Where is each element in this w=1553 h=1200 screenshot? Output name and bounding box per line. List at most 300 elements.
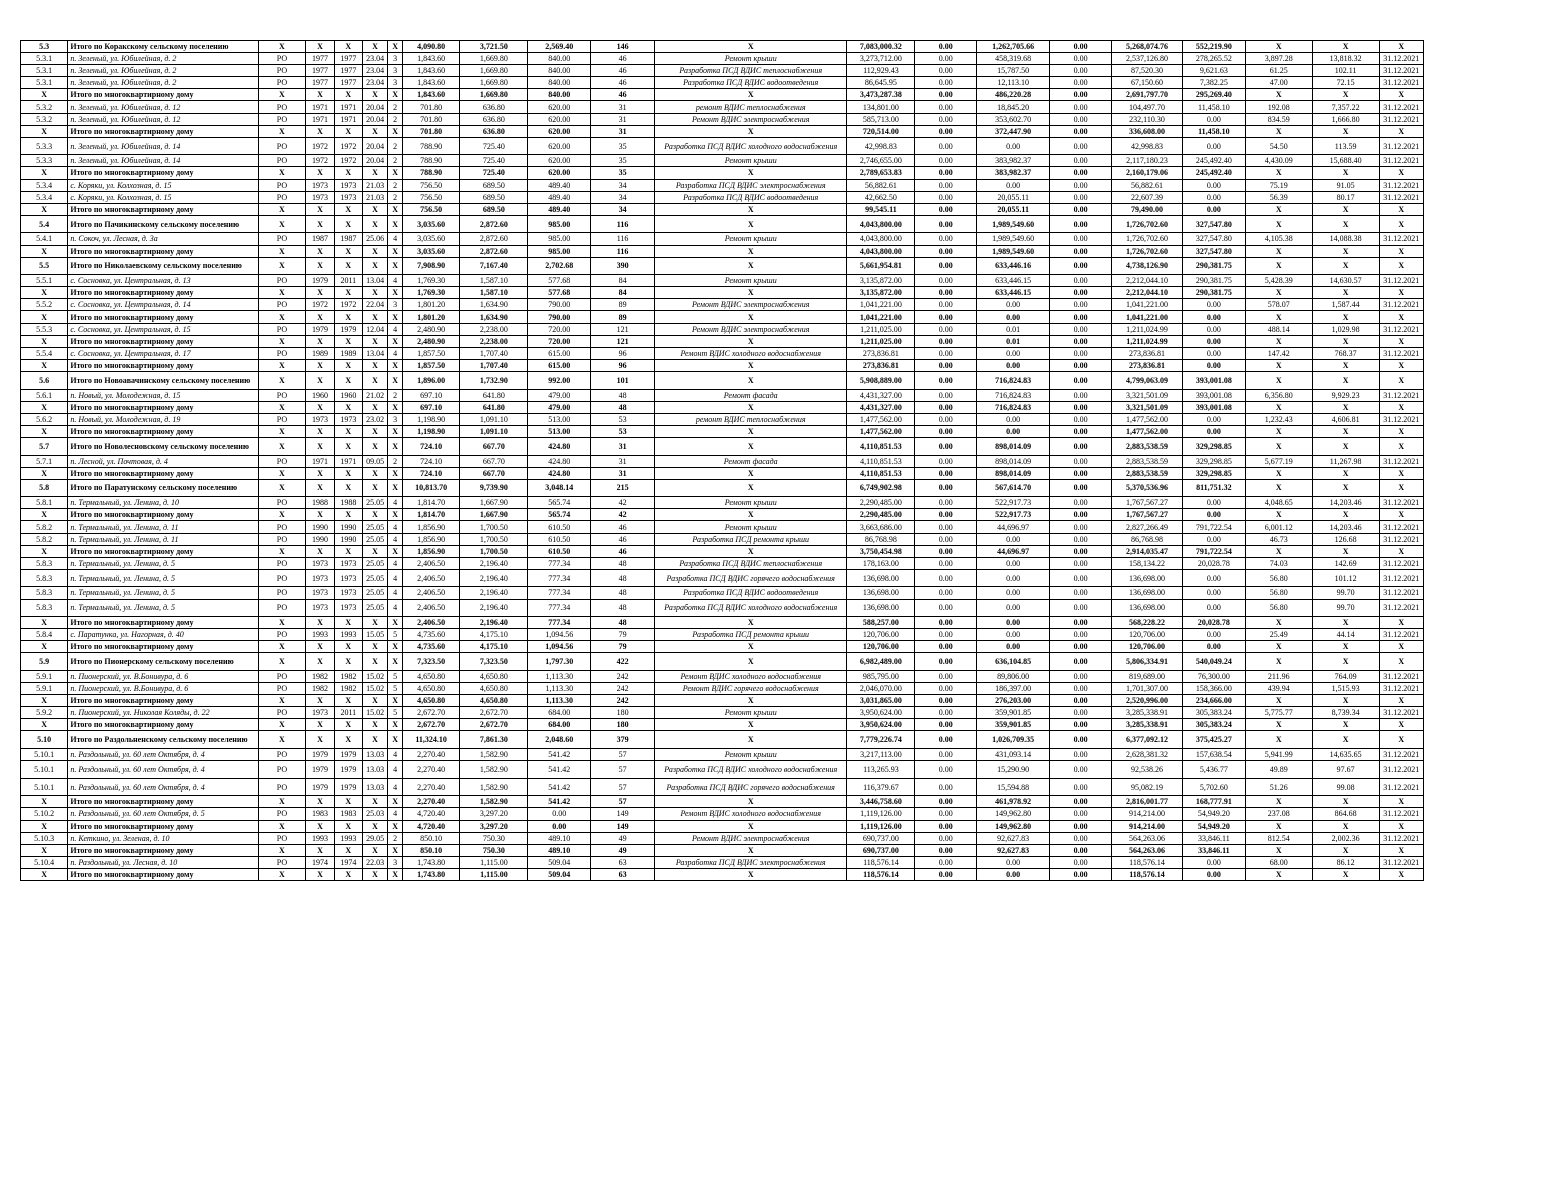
table-cell: 701.80 [402,125,460,137]
table-cell: 2 [388,113,402,125]
table-cell: 2,872.60 [460,245,528,257]
table-cell: 5.5 [21,257,68,275]
table-cell: 0.00 [915,587,977,599]
table-cell: 1983 [334,808,362,820]
table-cell: 89 [591,311,655,323]
table-cell: 564,263.06 [1111,832,1182,844]
table-cell: 1,743.80 [402,868,460,880]
table-total-row [21,425,1424,437]
table-cell: 0.00 [1050,323,1112,335]
table-total-row [21,731,1424,749]
table-row [21,137,1424,155]
table-cell: 31.12.2021 [1379,832,1423,844]
table-cell: 35 [591,155,655,167]
table-cell: X [334,653,362,671]
table-cell: 0.00 [915,437,977,455]
table-cell: Ремонт ВДИС горячего водоснабжения [654,683,846,695]
table-cell: РО [258,137,305,155]
table-cell: 1993 [334,832,362,844]
table-cell: X [21,467,68,479]
table-cell: 1,814.70 [402,509,460,521]
table-cell: 1988 [306,497,335,509]
table-cell: 234,666.00 [1182,695,1245,707]
table-cell: 2,406.50 [402,557,460,569]
table-cell: 0.00 [1182,509,1245,521]
table-cell: X [388,41,402,53]
table-cell: 136,698.00 [1111,587,1182,599]
table-cell: 168,777.91 [1182,796,1245,808]
table-cell: п. Термальный, ул. Ленина, д. 5 [68,587,258,599]
table-cell: 53 [591,425,655,437]
table-cell: 5.6 [21,371,68,389]
table-cell: 0.00 [915,569,977,587]
table-cell: п. Зеленый, ул. Юбилейная, д. 2 [68,65,258,77]
table-cell: X [334,257,362,275]
table-cell: 750.30 [460,832,528,844]
table-cell: X [1379,796,1423,808]
table-cell: 0.00 [977,533,1050,545]
table-cell: 31.12.2021 [1379,761,1423,779]
table-cell: 1982 [334,671,362,683]
table-cell: X [1379,245,1423,257]
table-cell: 0.00 [915,844,977,856]
table-cell: Итого по Коракскому сельскому поселению [68,41,258,53]
table-cell: 276,203.00 [977,695,1050,707]
table-cell: 31.12.2021 [1379,275,1423,287]
table-cell: X [1379,215,1423,233]
table-cell: X [1379,820,1423,832]
table-cell: 5,702.60 [1182,778,1245,796]
table-cell: 2,672.70 [460,707,528,719]
table-total-row [21,467,1424,479]
table-cell: 13.04 [362,275,388,287]
table-cell: 5,428.39 [1245,275,1312,287]
table-cell: 585,713.00 [847,113,915,125]
table-cell: X [1245,371,1312,389]
table-cell: X [362,257,388,275]
table-cell: X [362,844,388,856]
table-cell: 86,645.95 [847,77,915,89]
table-cell: 1,667.90 [460,509,528,521]
table-cell: 0.00 [1050,545,1112,557]
table-cell: X [654,796,846,808]
table-cell: X [334,467,362,479]
table-cell: X [1379,257,1423,275]
table-cell: 0.00 [915,323,977,335]
table-cell: X [388,245,402,257]
table-cell: 2 [388,137,402,155]
table-cell: РО [258,856,305,868]
table-cell: Разработка ПСД ВДИС водоотведения [654,587,846,599]
table-row [21,808,1424,820]
table-cell: 305,383.24 [1182,707,1245,719]
table-cell: 3,950,624.00 [847,707,915,719]
table-cell: 5,806,334.91 [1111,653,1182,671]
table-cell: 5.3.1 [21,77,68,89]
table-cell: 278,265.52 [1182,53,1245,65]
table-cell: Разработка ПСД ВДИС холодного водоснабжения [654,137,846,155]
table-cell: 31.12.2021 [1379,137,1423,155]
table-cell: 242 [591,671,655,683]
table-cell: X [1312,796,1379,808]
table-cell: РО [258,455,305,467]
table-cell: с. Сосновка, ул. Центральная, д. 15 [68,323,258,335]
table-cell: 147.42 [1245,347,1312,359]
table-cell: 13.04 [362,347,388,359]
table-cell: 697.10 [402,401,460,413]
table-cell: X [362,467,388,479]
table-cell: 0.00 [977,347,1050,359]
table-cell: 5 [388,707,402,719]
table-cell: 0.00 [977,856,1050,868]
table-cell: 359,901.85 [977,719,1050,731]
table-cell: РО [258,299,305,311]
table-cell: 390 [591,257,655,275]
table-cell: 10,813.70 [402,479,460,497]
table-cell: X [654,401,846,413]
table-cell: 35 [591,167,655,179]
table-cell: 237.08 [1245,808,1312,820]
table-cell: X [388,731,402,749]
table-cell: 4,043,800.00 [847,233,915,245]
table-cell: 1960 [334,389,362,401]
table-cell: 0.00 [915,233,977,245]
table-cell: 4,175.10 [460,641,528,653]
table-cell: 0.00 [1050,719,1112,731]
table-cell: 1973 [306,191,335,203]
table-cell: 31.12.2021 [1379,683,1423,695]
table-cell: X [334,641,362,653]
table-cell: 424.80 [528,455,591,467]
table-cell: 0.00 [1050,778,1112,796]
table-cell: Ремонт ВДИС холодного водоснабжения [654,808,846,820]
table-cell: 0.00 [1050,191,1112,203]
table-cell: 0.00 [915,868,977,880]
table-cell: 33,846.11 [1182,844,1245,856]
table-cell: X [306,437,335,455]
table-cell: 3 [388,299,402,311]
table-cell: X [306,89,335,101]
table-cell: 0.00 [1050,868,1112,880]
table-cell: п. Термальный, ул. Ленина, д. 10 [68,497,258,509]
table-cell: 2,672.70 [460,719,528,731]
table-cell: 0.00 [915,167,977,179]
table-cell: X [1379,425,1423,437]
table-cell: 290,381.75 [1182,287,1245,299]
table-cell: 1990 [334,521,362,533]
table-cell: 3 [388,77,402,89]
table-cell: 5.3.4 [21,191,68,203]
table-cell: 15,688.40 [1312,155,1379,167]
table-cell: 667.70 [460,455,528,467]
table-cell: 48 [591,587,655,599]
table-cell: 0.00 [1050,599,1112,617]
table-cell: 2 [388,179,402,191]
table-cell: 5.9.2 [21,707,68,719]
table-cell: 31.12.2021 [1379,778,1423,796]
table-cell: 0.00 [1050,275,1112,287]
table-cell: 15,594.88 [977,778,1050,796]
table-cell: X [362,509,388,521]
table-cell: 49 [591,844,655,856]
table-cell: X [21,203,68,215]
table-cell: X [388,401,402,413]
table-cell: 1973 [334,599,362,617]
table-cell: 2,883,538.59 [1111,467,1182,479]
table-row [21,856,1424,868]
table-cell: 295,269.40 [1182,89,1245,101]
table-cell: X [258,311,305,323]
table-cell: 5.7.1 [21,455,68,467]
table-cell: 716,824.83 [977,401,1050,413]
table-cell: 5.7 [21,437,68,455]
table-cell: 0.00 [1050,203,1112,215]
table-cell: 985,795.00 [847,671,915,683]
table-cell: X [654,167,846,179]
table-cell: п. Новый, ул. Молодежная, д. 19 [68,413,258,425]
table-cell: 2,914,035.47 [1111,545,1182,557]
table-cell: X [334,425,362,437]
table-cell: 2,196.40 [460,557,528,569]
table-cell: 5.3.2 [21,101,68,113]
table-cell: 0.00 [528,808,591,820]
table-cell: 0.00 [1050,671,1112,683]
table-cell: X [362,335,388,347]
table-cell: 29.05 [362,832,388,844]
table-cell: X [1312,731,1379,749]
table-cell: 2,872.60 [460,215,528,233]
table-cell: 09.05 [362,455,388,467]
table-cell: 1,113.30 [528,695,591,707]
table-cell: 422 [591,653,655,671]
table-cell: 1,767,567.27 [1111,497,1182,509]
table-cell: X [362,641,388,653]
table-cell: 1,587.10 [460,275,528,287]
table-total-row [21,509,1424,521]
table-cell: 11,267.98 [1312,455,1379,467]
table-cell: X [1312,545,1379,557]
table-cell: 0.00 [915,275,977,287]
table-cell: 0.00 [1050,371,1112,389]
table-cell: 0.00 [1050,479,1112,497]
table-row [21,389,1424,401]
table-cell: 1973 [334,179,362,191]
table-cell: 0.00 [915,820,977,832]
table-cell: X [388,467,402,479]
table-cell: 4,738,126.90 [1111,257,1182,275]
table-cell: 53 [591,413,655,425]
table-total-row [21,215,1424,233]
table-cell: 1979 [334,778,362,796]
table-cell: 985.00 [528,233,591,245]
table-cell: 0.00 [1050,389,1112,401]
table-cell: 25.05 [362,521,388,533]
table-cell: Разработка ПСД ВДИС горячего водоснабжения [654,569,846,587]
table-cell: 0.00 [915,299,977,311]
table-cell: 0.00 [1050,707,1112,719]
table-cell: 31.12.2021 [1379,587,1423,599]
table-cell: 458,319.68 [977,53,1050,65]
table-cell: 0.00 [915,359,977,371]
table-cell: X [654,868,846,880]
table-cell: 0.00 [915,413,977,425]
table-cell: 4,431,327.00 [847,389,915,401]
table-cell: 149,962.80 [977,808,1050,820]
table-cell: 633,446.15 [977,275,1050,287]
table-cell: 1974 [334,856,362,868]
table-cell: 2,520,996.00 [1111,695,1182,707]
table-cell: 84 [591,275,655,287]
table-cell: 0.00 [977,617,1050,629]
table-cell: 552,219.90 [1182,41,1245,53]
table-cell: 2,816,001.77 [1111,796,1182,808]
table-cell: 489.10 [528,844,591,856]
table-cell: 3 [388,65,402,77]
table-cell: X [654,437,846,455]
table-cell: X [362,245,388,257]
table-cell: 1,211,025.00 [847,335,915,347]
table-cell: X [334,820,362,832]
table-cell: 756.50 [402,179,460,191]
table-cell: 4 [388,497,402,509]
table-cell: 116 [591,245,655,257]
table-cell: 0.00 [1050,215,1112,233]
table-cell: 48 [591,557,655,569]
table-cell: 2,789,653.83 [847,167,915,179]
table-cell: 541.42 [528,778,591,796]
table-cell: 74.03 [1245,557,1312,569]
table-cell: X [1379,203,1423,215]
table-cell: 4 [388,808,402,820]
table-cell: 1,262,705.66 [977,41,1050,53]
table-cell: X [1379,641,1423,653]
table-cell: 44.14 [1312,629,1379,641]
table-cell: 31.12.2021 [1379,191,1423,203]
table-cell: 7,083,000.32 [847,41,915,53]
table-cell: 1,211,024.99 [1111,323,1182,335]
table-cell: X [21,796,68,808]
table-cell: 0.00 [1050,401,1112,413]
table-cell: п. Термальный, ул. Ленина, д. 5 [68,557,258,569]
table-cell: 486,220.28 [977,89,1050,101]
table-cell: X [362,479,388,497]
table-cell: 3,285,338.91 [1111,707,1182,719]
table-cell: 1973 [306,413,335,425]
table-cell: 4 [388,761,402,779]
table-cell: X [654,311,846,323]
table-row [21,275,1424,287]
table-cell: 1,856.90 [402,521,460,533]
table-cell: 764.09 [1312,671,1379,683]
table-cell: 756.50 [402,203,460,215]
table-cell: 1,587.10 [460,287,528,299]
table-cell: Итого по многоквартирному дому [68,617,258,629]
table-cell: 1,726,702.60 [1111,215,1182,233]
table-cell: Ремонт крыши [654,497,846,509]
table-cell: 5.8.1 [21,497,68,509]
table-cell: X [362,820,388,832]
table-cell: 46 [591,545,655,557]
table-cell: 4 [388,587,402,599]
table-cell: 777.34 [528,557,591,569]
table-cell: 91.05 [1312,179,1379,191]
table-cell: 54.50 [1245,137,1312,155]
table-cell: 0.00 [1050,347,1112,359]
table-cell: РО [258,683,305,695]
table-row [21,629,1424,641]
table-cell: 5,661,954.81 [847,257,915,275]
table-cell: 1979 [306,761,335,779]
table-cell: 811,751.32 [1182,479,1245,497]
table-cell: X [1245,868,1312,880]
table-cell: 0.00 [1050,41,1112,53]
table-cell: 2,569.40 [528,41,591,53]
table-cell: 4,110,851.53 [847,455,915,467]
table-cell: 610.50 [528,521,591,533]
table-cell: РО [258,707,305,719]
table-cell: X [654,425,846,437]
table-cell: 2,270.40 [402,749,460,761]
table-cell: РО [258,413,305,425]
table-cell: 1973 [334,413,362,425]
table-cell: РО [258,233,305,245]
table-cell: X [1312,467,1379,479]
table-cell: Итого по Пачикинскому сельскому поселению [68,215,258,233]
table-cell: п. Пионерский, ул. В.Бонивура, д. 6 [68,671,258,683]
table-cell: Итого по многоквартирному дому [68,311,258,323]
table-cell: 840.00 [528,89,591,101]
table-cell: Итого по многоквартирному дому [68,167,258,179]
table-cell: 641.80 [460,389,528,401]
table-cell: 1,477,562.00 [847,425,915,437]
table-cell: 4 [388,233,402,245]
table-cell: 20,028.78 [1182,557,1245,569]
table-cell: 20.04 [362,137,388,155]
table-cell: 565.74 [528,497,591,509]
table-cell: 47.00 [1245,77,1312,89]
table-cell: 273,836.81 [847,359,915,371]
table-cell: 1,801.20 [402,311,460,323]
table-cell: X [388,167,402,179]
table-cell: X [1312,203,1379,215]
table-cell: 0.00 [1050,359,1112,371]
table-cell: 5 [388,683,402,695]
table-cell: 14,630.57 [1312,275,1379,287]
table-cell: 4,043,800.00 [847,215,915,233]
table-cell: X [21,617,68,629]
table-cell: Итого по многоквартирному дому [68,401,258,413]
table-cell: 31.12.2021 [1379,629,1423,641]
table-cell: 3,297.20 [460,820,528,832]
table-cell: 756.50 [402,191,460,203]
table-cell: 54,949.20 [1182,820,1245,832]
table-cell: Ремонт ВДИС электроснабжения [654,323,846,335]
table-cell: 1973 [306,707,335,719]
table-cell: 46 [591,77,655,89]
table-cell: 1989 [306,347,335,359]
table-cell: 5.10.1 [21,778,68,796]
table-cell: 985.00 [528,245,591,257]
table-cell: 424.80 [528,467,591,479]
table-cell: 192.08 [1245,101,1312,113]
table-cell: X [1312,401,1379,413]
table-cell: X [258,617,305,629]
table-row [21,191,1424,203]
table-cell: 725.40 [460,167,528,179]
table-cell: 12,113.10 [977,77,1050,89]
table-total-row [21,437,1424,455]
table-cell: X [654,215,846,233]
